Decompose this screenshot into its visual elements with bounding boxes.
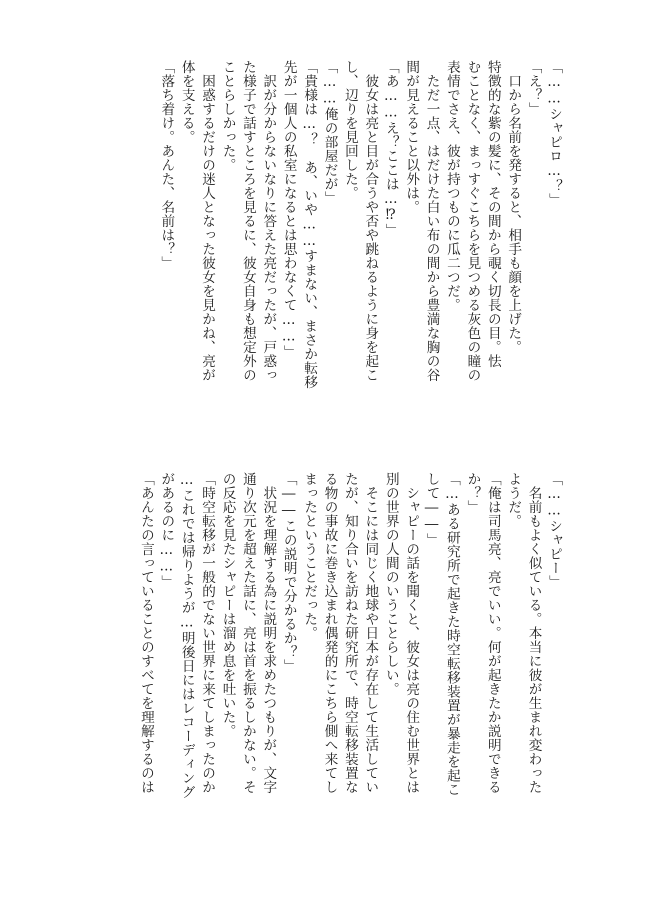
- text-line: 口から名前を発すると、相手も顔を上げた。: [505, 60, 522, 354]
- text-line: して――」: [423, 472, 440, 547]
- text-line: たが、知り合いを訪ねた研究所で、時空転移装置な: [341, 472, 358, 794]
- text-line: シャピーの話を聞くと、彼女は亮の住む世界とは: [403, 472, 420, 794]
- text-line: た様子で話すところを見るに、彼女自身も想定外の: [239, 60, 256, 382]
- text-line: 「え？」: [525, 60, 542, 116]
- text-line: むことなく、まっすぐこちらを見つめる灰色の瞳の: [464, 60, 481, 382]
- text-line: 間が見えること以外は。: [403, 60, 420, 214]
- text-line: 困惑するだけの迷人となった彼女を見かね、亮が: [199, 60, 216, 382]
- text-line: る物の事故に巻き込まれ偶発的にこちら側へ来てし: [321, 472, 338, 794]
- text-line: ことらしかった。: [219, 60, 236, 172]
- text-line: 「……シャピー」: [546, 472, 562, 589]
- text-line: まったということだった。: [301, 472, 318, 640]
- text-line: 通り次元を超えた話に、亮は首を振るしかない。そ: [239, 472, 256, 794]
- text-line: 表情でさえ、彼が持つものに瓜二つだ。: [443, 60, 460, 312]
- text-line: 「時空転移が一般的でない世界に来てしまったのか: [199, 472, 216, 794]
- text-line: 彼女は亮と目が合うや否や跳ねるように身を起こ: [362, 60, 379, 382]
- text-line: か？」: [464, 472, 481, 514]
- text-line: 「落ち着け。あんた、名前は？」: [158, 60, 175, 270]
- text-line: 特徴的な紫の髪に、その間から覗く切長の目。怯: [484, 60, 501, 368]
- text-line: …これでは帰りようが…明後日にはレコーディング: [178, 472, 195, 799]
- text-line: 「…ある研究所で起きた時空転移装置が暴走を起こ: [443, 472, 460, 797]
- text-line: 別の世界の人間のいうことらしい。: [382, 472, 399, 696]
- text-block-bottom: [137, 472, 564, 828]
- text-line: 「貴様は…？ あ、いや……すまない、まさか転移: [301, 60, 318, 390]
- text-line: 体を支える。: [178, 60, 195, 144]
- text-block-top: [158, 60, 564, 408]
- text-line: ようだ。: [505, 472, 522, 528]
- text-line: 先が一個人の私室になるとは思わなくて……」: [280, 60, 297, 359]
- text-line: があるのに……」: [158, 472, 175, 589]
- text-line: 状況を理解する為に説明を求めたつもりが、文字: [260, 472, 277, 794]
- text-line: 「……俺の部屋だが」: [321, 60, 338, 205]
- text-line: 「あ……え？ここは…⁉」: [382, 60, 399, 238]
- text-line: 「あんたの言っていることのすべてを理解するのは: [137, 472, 154, 794]
- text-line: 名前もよく似ている。本当に彼が生まれ変わった: [525, 472, 542, 794]
- text-line: そこには同じく地球や日本が存在して生活してい: [362, 472, 379, 794]
- text-line: 「……シャピロ…？」: [546, 60, 562, 208]
- text-line: の反応を見たシャピーは溜め息を吐いた。: [219, 472, 236, 738]
- text-line: 訳が分からないなりに答えた亮だったが、戸惑っ: [260, 60, 277, 382]
- text-line: 「――この説明で分かるか？」: [280, 472, 297, 673]
- text-line: ただ一点、はだけた白い布の間から豊満な胸の谷: [423, 60, 440, 382]
- text-line: 「俺は司馬亮、亮でいい。何が起きたか説明できる: [484, 472, 501, 794]
- text-line: し、辺りを見回した。: [341, 60, 358, 200]
